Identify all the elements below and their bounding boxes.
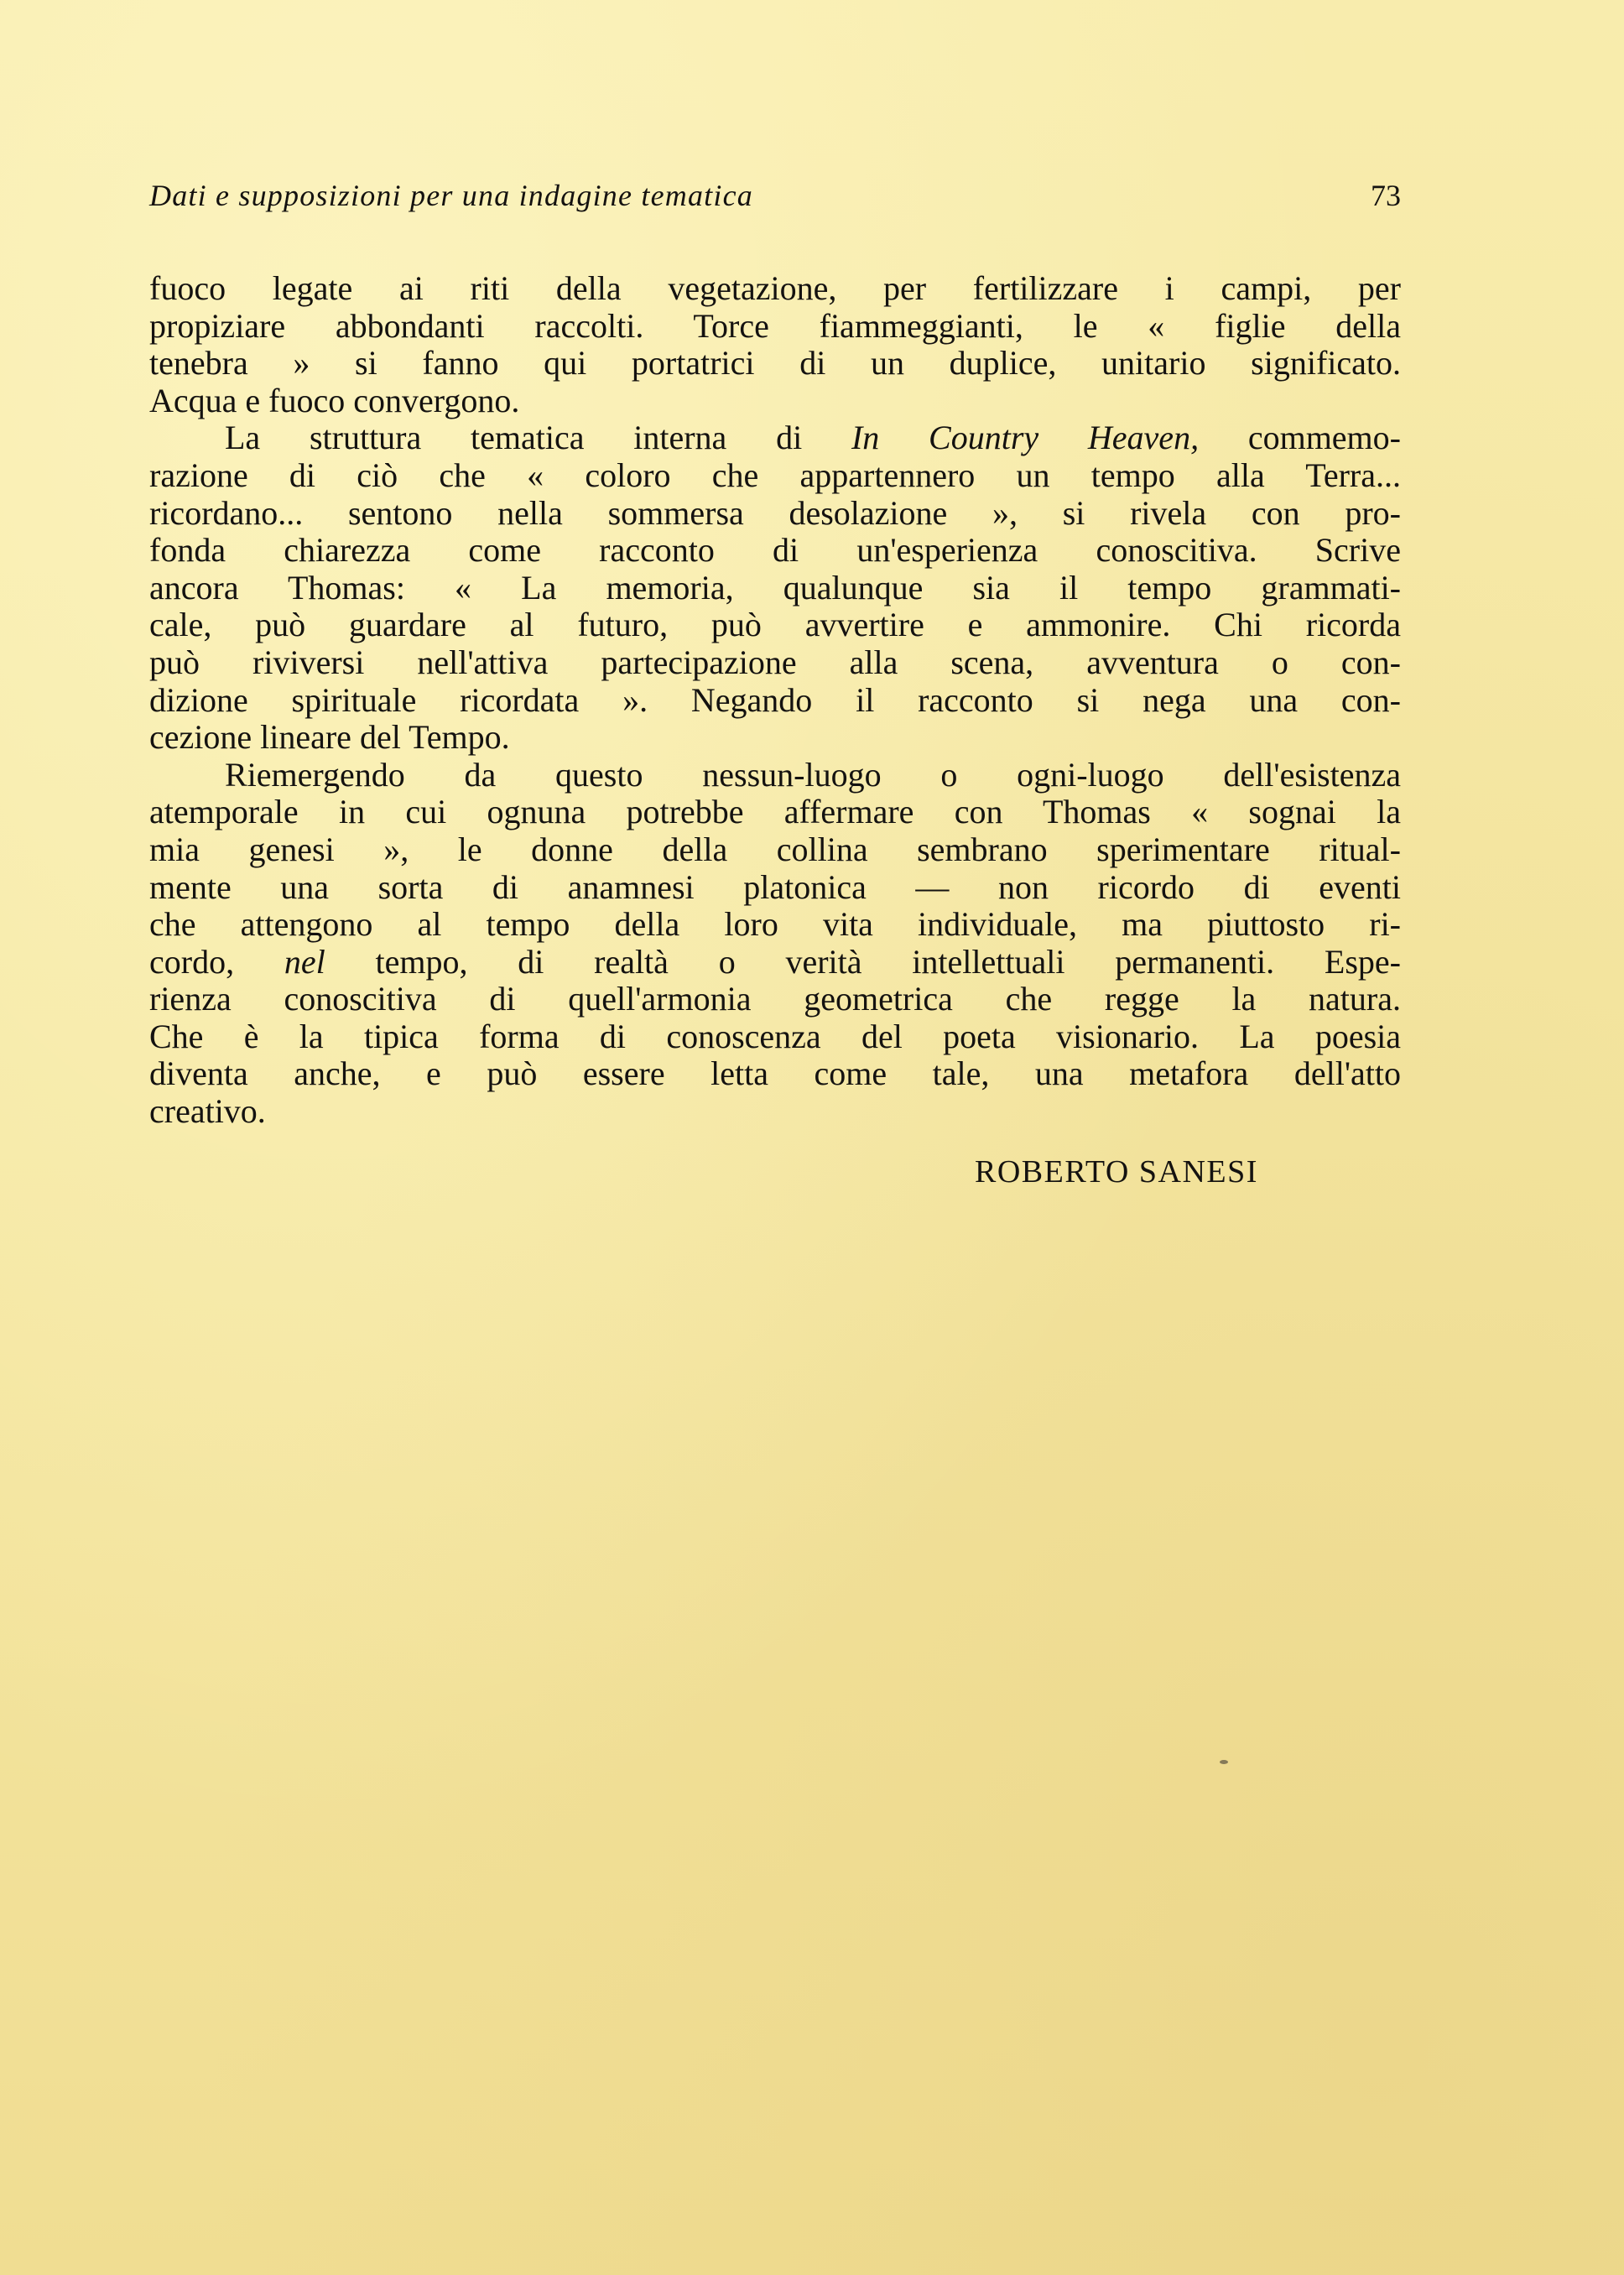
text-line: creativo. (149, 1092, 266, 1131)
text-line: Acqua e fuoco convergono. (149, 381, 520, 419)
body-text (149, 270, 1401, 1131)
text-line: rienza conoscitiva di quell'armonia geometrica che regge la natura. (149, 980, 1401, 1018)
text-line: dizione spirituale ricordata ». Negando il racconto si nega una con- (149, 680, 1401, 719)
text-line: cordo, nel tempo, di realtà o verità intellettuali permanenti. Espe- (149, 942, 1401, 981)
text-line: diventa anche, e può essere letta come tale, una metafora dell'atto (149, 1054, 1401, 1093)
text-line: cezione lineare del Tempo. (149, 718, 510, 757)
text-line: razione di ciò che « coloro che appartennero un tempo alla Terra... (149, 456, 1401, 494)
text-line: cale, può guardare al futuro, può avvertire e ammonire. Chi ricorda (149, 606, 1401, 644)
text-line: mia genesi », le donne della collina sembrano sperimentare ritual- (149, 830, 1401, 868)
text-line: atemporale in cui ognuna potrebbe affermare con Thomas « sognai la (149, 793, 1401, 831)
text-line: fonda chiarezza come racconto di un'esperienza conoscitiva. Scrive (149, 531, 1401, 570)
text-line: ancora Thomas: « La memoria, qualunque sia il tempo grammati- (149, 568, 1401, 606)
text-line: che attengono al tempo della loro vita individuale, ma piuttosto ri- (149, 905, 1401, 944)
running-head (149, 178, 1401, 225)
paper-speck (1220, 1760, 1228, 1764)
text-line: Che è la tipica forma di conoscenza del poeta visionario. La poesia (149, 1017, 1401, 1055)
text-line: Riemergendo da questo nessun-luogo o ogni-luogo dell'esistenza (225, 755, 1401, 794)
text-line: propiziare abbondanti raccolti. Torce fiammeggianti, le « figlie della (149, 306, 1401, 345)
text-line: La struttura tematica interna di In Country Heaven, commemo- (225, 419, 1401, 457)
text-line: può riviversi nell'attiva partecipazione alla scena, avventura o con- (149, 643, 1401, 681)
text-line: tenebra » si fanno qui portatrici di un duplice, unitario significato. (149, 344, 1401, 383)
page-number: 73 (1371, 179, 1401, 212)
author-signature: ROBERTO SANESI (975, 1154, 1258, 1190)
italic-title: In Country Heaven, (851, 419, 1200, 457)
running-title: Dati e supposizioni per una indagine tematica (149, 179, 753, 212)
italic-word: nel (284, 942, 325, 981)
text-line: mente una sorta di anamnesi platonica — non ricordo di eventi (149, 867, 1401, 906)
text-line: ricordano... sentono nella sommersa desolazione », si rivela con pro- (149, 493, 1401, 532)
text-line: fuoco legate ai riti della vegetazione, per fertilizzare i campi, per (149, 269, 1401, 307)
